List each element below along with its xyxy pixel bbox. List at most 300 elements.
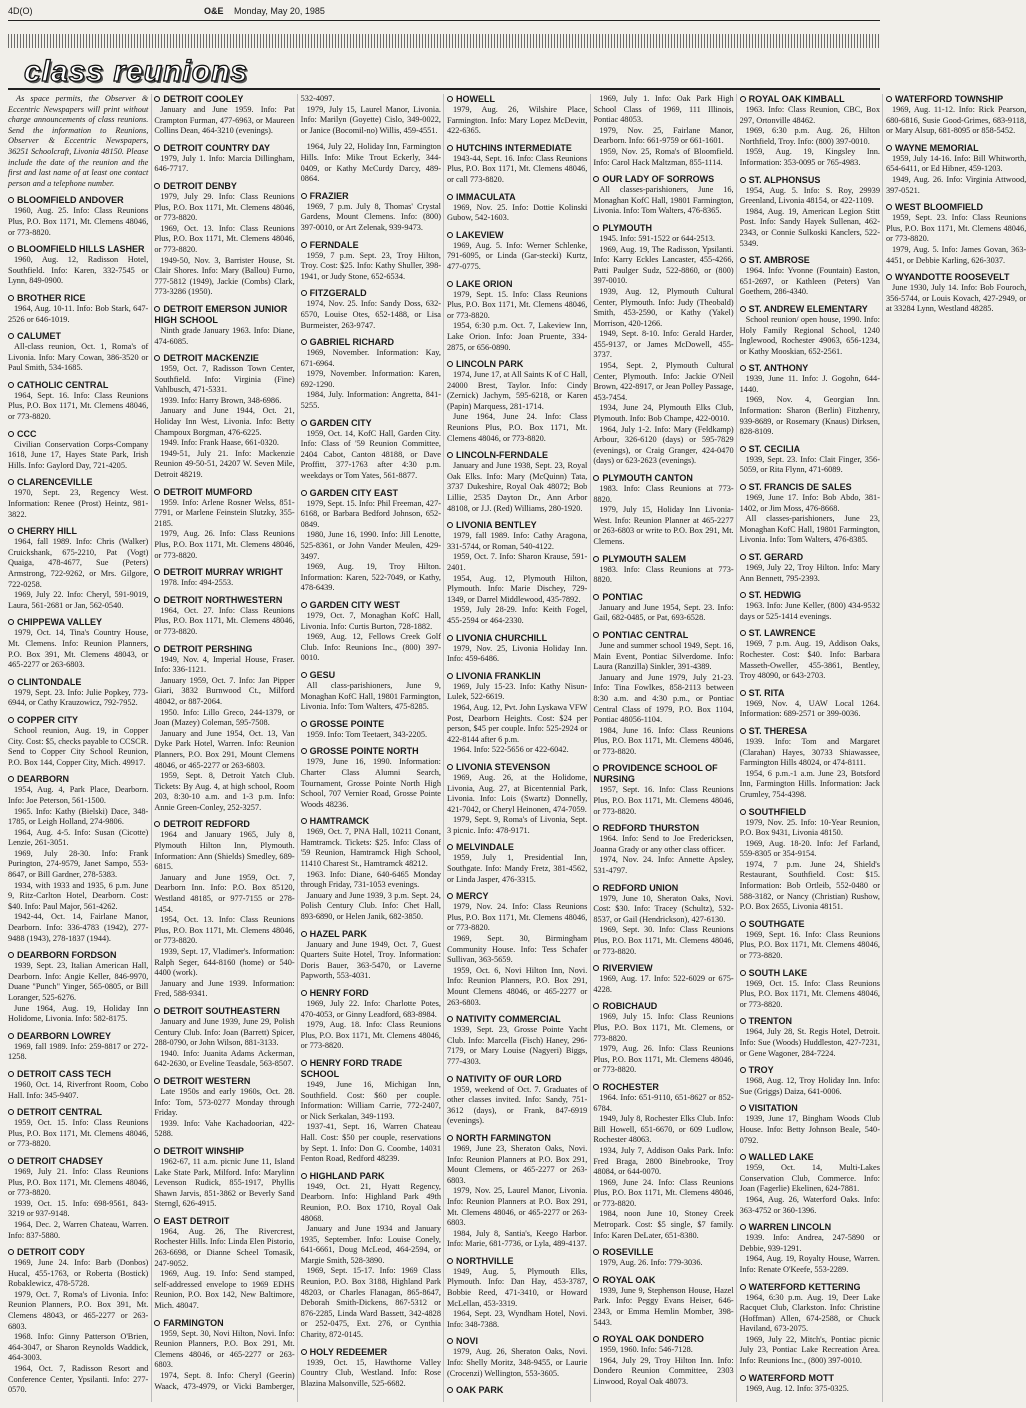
reunion-detail: 1959, weekend of Oct. 7. Graduates of other classes invited. Info: Sandy, 751-3612 (days), or Frank, 847-6919 (evenings). xyxy=(446,1084,588,1126)
reunion-detail: 1969, Nov. 25. Info: Dottie Kolinski Gubow, 542-1603. xyxy=(446,202,588,223)
school-name-text: DETROIT PERSHING xyxy=(163,643,253,654)
school-name-text: IMMACULATA xyxy=(455,191,516,202)
bullet-icon xyxy=(593,556,599,562)
school-name xyxy=(447,633,587,644)
reunion-entry xyxy=(447,359,587,444)
reunion-detail: 1979, Nov. 25, Laurel Manor, Livonia. Info: Reunion Planners at P.O. Box 291, Mt. Clemens 48046, or 465-2277 or 263-6803. xyxy=(446,1186,588,1228)
reunion-detail: 1979, June 10, Sheraton Oaks, Novi. Cost: $30. Info: Tracey (Schultz), 532-8537, or Gail (Hendrickson), 427-6130. xyxy=(593,893,734,924)
reunion-detail: 1974, Nov. 25. Info: Sandy Doss, 632-6570, Louise Otes, 652-1488, or Lisa Burmeister, 263-9747. xyxy=(300,299,441,330)
bullet-icon xyxy=(740,728,746,734)
reunion-detail: January and June 1954, Sept. 23. Info: Gail, 682-0485, or Pat, 693-6528. xyxy=(593,602,734,623)
school-name xyxy=(740,1373,880,1384)
reunion-entry xyxy=(154,94,294,137)
reunion-entry xyxy=(301,1171,441,1341)
school-name-text: NATIVITY OF OUR LORD xyxy=(455,1073,562,1084)
reunion-detail: 1974, 7 p.m. June 24, Shield's Restaurant, Southfield. Cost: $15. Information: Bob Ortleib, 552-0480 or 588-3182, or Nancy (Christian) Rushow, P.O. Box 2655, Livonia 48151. xyxy=(739,859,880,912)
school-name-text: HAZEL PARK xyxy=(309,928,367,939)
school-name xyxy=(301,929,441,940)
reunion-entry xyxy=(8,1107,148,1150)
reunion-detail: 1949-51, July 21. Info: Mackenzie Reunion 49-50-51, 24207 W. Seven Mile, Detroit 48219. xyxy=(154,448,295,480)
bullet-icon xyxy=(740,1154,746,1160)
bullet-icon xyxy=(593,885,599,891)
bullet-icon xyxy=(447,361,453,367)
bullet-icon xyxy=(8,1033,14,1039)
school-name-text: LAKE ORION xyxy=(455,278,513,289)
school-name xyxy=(740,1282,880,1293)
reunion-detail: 1969, Sept. 30, Birmingham Community House. Info: Tess Schafer Sullivan, 363-5659. xyxy=(446,934,588,965)
bullet-icon xyxy=(154,569,160,575)
school-name xyxy=(8,477,148,488)
school-name-text: ST. CECILIA xyxy=(748,443,801,454)
school-name-text: PLYMOUTH CANTON xyxy=(602,473,693,483)
reunion-entry xyxy=(593,883,733,958)
school-name-text: WATERFORD MOTT xyxy=(748,1372,834,1383)
bullet-icon xyxy=(740,1018,746,1024)
reunion-entry xyxy=(8,293,148,325)
school-name-text: DETROIT CASS TECH xyxy=(17,1068,112,1079)
reunion-detail: 1969, June 24. Info: Class Reunions Plus, P.O. Box 1171, Mt. Clemens 48046, or 773-8820. xyxy=(593,1177,734,1208)
bullet-icon xyxy=(8,952,14,958)
school-name xyxy=(154,595,294,606)
bullet-icon xyxy=(154,1148,160,1154)
bullet-icon xyxy=(8,197,14,203)
school-name-text: LINCOLN PARK xyxy=(455,359,524,370)
reunion-entry xyxy=(740,1152,880,1216)
school-name xyxy=(740,444,880,455)
reunion-entry xyxy=(301,719,441,741)
reunion-entry xyxy=(301,337,441,412)
reunion-entry xyxy=(8,950,148,1025)
school-name-text: ST. AMBROSE xyxy=(748,255,810,266)
reunion-detail: 1969, July 22, Troy Hilton. Info: Mary Ann Bennett, 795-2393. xyxy=(739,563,880,583)
school-name xyxy=(8,774,148,785)
bullet-icon xyxy=(593,765,599,771)
reunion-detail: January and June 1944, Oct. 21, Holiday Inn West, Livonia. Info: Betty Champoux Borgman, 476-6225. xyxy=(154,406,295,437)
bullet-icon xyxy=(301,748,307,754)
reunion-detail: 1959, Sept. 23. Info: Class Reunions Plus, P.O. Box 1171, Mt. Clemens 48046, or 773-8820. xyxy=(885,213,1026,244)
reunion-detail: 1968, Aug. 12, Troy Holiday Inn. Info: Sue (Griggs) Daiza, 641-0006. xyxy=(739,1076,880,1096)
reunion-detail: 1979, Oct. 14, Tina's Country House, Mt. Clemens. Info: Reunion Planners, P.O. Box 391, Mt. Clemens 48043, or 465-2277 or 263-6803. xyxy=(8,628,149,670)
school-name xyxy=(301,816,441,827)
school-name xyxy=(8,1107,148,1118)
reunion-detail: January and June 1939, 3 p.m. Sept. 24, Polish Century Club. Info: Chet Hall, 893-6890, or Helen Janik, 682-3850. xyxy=(300,890,441,922)
school-name xyxy=(593,1275,733,1286)
reunion-detail: 1954, 6:30 p.m. Oct. 7, Lakeview Inn, Lake Orion. Info: Joan Pruente, 334-2875, or 656-0890. xyxy=(446,321,588,352)
bullet-icon xyxy=(154,1078,160,1084)
school-name-text: WARREN LINCOLN xyxy=(748,1222,832,1233)
reunion-detail: 1969, Oct. 7, PNA Hall, 10211 Conant, Hamtramck. Tickets: $25. Info: Class of '59 Reunion, Hamtramck High School, 11410 Charest St., Hamtramck 48212. xyxy=(300,827,441,869)
reunion-detail: 1969, June 17. Info: Bob Abdo, 381-1402, or Jim Moss, 476-8668. xyxy=(739,493,880,513)
reunion-detail: 1959. Info: Arlene Rosner Welss, 851-7791, or Marlene Feinstein Slutzky, 355-2185. xyxy=(154,497,295,528)
reunion-detail: 1954, Oct. 13. Info: Class Reunions Plus, P.O. Box 1171, Mt. Clemens 48046, or 773-8820. xyxy=(154,915,295,946)
reunion-entry xyxy=(447,1256,587,1331)
school-name xyxy=(447,1336,587,1347)
school-name xyxy=(593,883,733,894)
reunion-detail: 1964, Oct. 27. Info: Class Reunions Plus, P.O. Box 1171, Mt. Clemens 48046, or 773-8820. xyxy=(154,605,295,636)
bullet-icon xyxy=(740,809,746,815)
school-name xyxy=(740,726,880,737)
bullet-icon xyxy=(154,1320,160,1326)
school-name-text: WATERFORD TOWNSHIP xyxy=(894,94,1004,104)
reunion-entry xyxy=(740,1373,880,1395)
bullet-icon xyxy=(740,1375,746,1381)
reunion-entry xyxy=(301,988,441,1052)
intro-paragraph: As space permits, the Observer & Eccentric Newspapers will print without charge announcements of class reunions. Send the information to Reunions, Observer & Eccentric Newspapers, 36251 Schoolcraft, Livonia 48150. Please include the date of the reunion and the first and last name of at least one contact person and a telephone number. xyxy=(8,94,149,188)
reunion-detail: 1969, 7 p.m. July 8, Thomas' Crystal Gardens, Mount Clemens. Info: (800) 397-0010, or Art Zelenak, 939-9473. xyxy=(300,201,441,232)
reunion-entry xyxy=(154,487,294,562)
school-name-text: COPPER CITY xyxy=(17,714,79,725)
reunion-detail: 1942-44, Oct. 14, Fairlane Manor, Dearborn. Info: 336-4783 (1942), 277-9488 (1943), 278-1837 (1944). xyxy=(8,912,149,943)
bullet-icon xyxy=(740,921,746,927)
reunion-entry xyxy=(301,1058,441,1165)
school-name-text: ROYAL OAK DONDERO xyxy=(602,1334,704,1345)
reunion-entry xyxy=(593,763,733,817)
school-name xyxy=(8,195,148,206)
school-name-text: DETROIT MURRAY WRIGHT xyxy=(163,567,283,578)
reunion-detail: 1949. Info: Frank Haase, 661-0320. xyxy=(160,438,279,448)
school-name xyxy=(740,688,880,699)
school-name xyxy=(740,1103,880,1114)
reunion-entry xyxy=(8,1156,148,1241)
bullet-icon xyxy=(8,528,14,534)
reunion-entry xyxy=(154,644,294,814)
bullet-icon xyxy=(740,592,746,598)
school-name xyxy=(593,592,733,603)
school-name xyxy=(154,1006,294,1017)
reunion-entry xyxy=(740,255,880,298)
school-name xyxy=(8,380,148,391)
reunion-detail: School reunion, Aug. 19, in Copper City. Cost: $5, checks payable to CCSCR. Send to Copper City School Reunion, P.O. Box 144, Copper City, Mich. 49917. xyxy=(8,725,149,767)
reunion-entry xyxy=(154,353,294,481)
reunion-detail: 1969, July 22, Mitch's, Pontiac picnic July 23, Pontiac Lake Recreation Area. Info: Reunions Inc., (800) 397-0010. xyxy=(739,1334,880,1366)
reunion-detail: 1974, Sept. 8. Info: Cheryl (Geerin) Waack, 473-4979, or Vicki Bamberger, 532-4097. xyxy=(154,94,335,1391)
school-name xyxy=(301,488,441,499)
bullet-icon xyxy=(447,893,453,899)
school-name xyxy=(740,919,880,930)
bullet-icon xyxy=(154,306,160,312)
school-name xyxy=(593,1001,733,1012)
reunion-entry xyxy=(740,628,880,681)
reunion-entry xyxy=(740,94,880,169)
reunion-detail: 1959, Nov. 25, Roma's of Bloomfield. Info: Carol Hack Maltzman, 855-1114. xyxy=(593,146,734,167)
reunion-detail: 1959, July 1, Presidential Inn, Southgate. Info: Mandy Fretz, 381-4562, or Linda Jasper, 476-3315. xyxy=(446,853,588,884)
reunion-detail: 1983. Info: Class Reunions at 773-8820. xyxy=(593,564,734,585)
reunion-entry xyxy=(447,1014,587,1067)
bullet-icon xyxy=(886,204,892,210)
reunion-entry xyxy=(447,279,587,354)
reunion-detail: January and June 1979, July 21-23. Info: Tina Fowlkes, 858-2113 between 8:30 a.m. and 4:30 p.m., or Pontiac Central Class of 1979, P.O. Box 1104, Pontiac 48056-1104. xyxy=(593,672,734,725)
school-name xyxy=(447,1256,587,1267)
reunion-entry xyxy=(740,304,880,357)
bullet-icon xyxy=(593,632,599,638)
reunion-detail: January and June 1939, June 29, Polish Century Club. Info: Joan (Barrett) Spicer, 288-0790, or John Wilson, 881-3133. xyxy=(154,1016,295,1048)
school-name xyxy=(154,94,294,105)
bullet-icon xyxy=(447,764,453,770)
reunion-detail: January and June 1954, Oct. 13, Van Dyke Park Hotel, Warren. Info: Reunion Planners, P.O. Box 291, Mount Clemens 48046, or 465-2277 or 263-6803. xyxy=(154,728,295,770)
reunion-entry xyxy=(154,181,294,298)
reunion-detail: 1969, Aug. 12, Fellows Creek Golf Club. Info: Reunions Inc., (800) 397-0010. xyxy=(300,632,441,663)
school-name xyxy=(593,963,733,974)
reunion-detail: 1964, July 1-2. Info: Mary (Feldkamp) Arbour, 326-6120 (days) or 595-7829 (evenings), or Craig Granger, 424-0470 (days) or 623-2623 (evenings). xyxy=(593,424,734,466)
reunion-detail: 1979, Aug. 26. Info: Class Reunions Plus, P.O. Box 1171, Mt. Clemens 48046, or 773-8820. xyxy=(593,1044,734,1075)
school-name-text: GARDEN CITY xyxy=(309,417,372,428)
reunion-detail: 1949, July 8, Rochester Elks Club. Info: Bill Howell, 651-6670, or 609 Ludlow, Rochester 48063. xyxy=(593,1114,734,1145)
school-name-text: MELVINDALE xyxy=(455,842,514,853)
reunion-detail: 1964 and January 1965, July 8, Plymouth Hilton Inn, Plymouth. Information: Ann (Shields) Smedley, 689-6815. xyxy=(154,830,295,872)
school-name-text: CLARENCEVILLE xyxy=(17,477,93,488)
reunion-detail: 1964. Info: 651-9110, 651-8627 or 852-6784. xyxy=(593,1092,734,1113)
bullet-icon xyxy=(301,420,307,426)
reunion-detail: 1939, Aug. 12, Plymouth Cultural Center, Plymouth. Info: Judy (Theobald) Smith, 453-2590, or Kathy (Yakel) Morrison, 420-1266. xyxy=(593,286,734,328)
school-name-text: DETROIT WINSHIP xyxy=(163,1145,244,1156)
school-name xyxy=(740,968,880,979)
reunion-entry xyxy=(447,143,587,186)
school-name-text: ROYAL OAK KIMBALL xyxy=(748,94,845,104)
school-name-text: REDFORD UNION xyxy=(602,882,679,893)
school-name xyxy=(740,482,880,493)
school-name xyxy=(740,590,880,601)
school-name xyxy=(154,353,294,364)
reunion-detail: 1969, July 1. Info: Oak Park High School Class of 1969, 111 Illinois, Pontiac 48053. xyxy=(593,94,734,125)
reunion-detail: 1939, Sept. 23. Info: Clait Finger, 356-5059, or Rita Flynn, 471-6089. xyxy=(739,454,880,475)
reunion-entry xyxy=(8,1031,148,1063)
reunion-detail: June 1930, July 14. Info: Bob Fouroch, 356-5744, or Louis Kovach, 427-2949, or at 33284 Lynn, Westland 48285. xyxy=(885,283,1026,314)
reunion-detail: 1983. Info: Class Reunions at 773-8820. xyxy=(593,484,734,504)
reunion-entry xyxy=(301,418,441,482)
reunion-entry xyxy=(447,891,587,1008)
bullet-icon xyxy=(740,446,746,452)
reunion-detail: 1949, Sept. 8-10. Info: Gerald Harder, 455-9137, or James McDowell, 455-3737. xyxy=(593,329,734,360)
bullet-icon xyxy=(301,1349,307,1355)
reunion-detail: 1957, Sept. 16. Info: Class Reunions Plus, P.O. Box 1171, Mt. Clemens 48046, or 773-8820. xyxy=(593,785,734,816)
reunion-entry xyxy=(154,1146,294,1210)
school-name-text: HOWELL xyxy=(455,94,495,104)
reunion-detail: 1979, July 29. Info: Class Reunions Plus, P.O. Box 1171, Mt. Clemens 48046, or 773-8820. xyxy=(154,191,295,223)
reunion-detail: January and June 1939. Information: Fred, 588-9341. xyxy=(154,978,295,999)
school-name-text: ST. LAWRENCE xyxy=(748,628,816,639)
school-name xyxy=(447,450,587,461)
bullet-icon xyxy=(301,672,307,678)
bullet-icon xyxy=(301,339,307,345)
bullet-icon xyxy=(447,673,453,679)
reunion-detail: 1949-50, Nov. 3, Barrister House, St. Clair Shores. Info: Mary (Ballou) Furno, 777-5812 (1949), Jackie (Combs) Clark, 773-3286 (1950). xyxy=(154,255,295,297)
reunion-detail: 1974, Nov. 24. Info: Annette Apsley, 531-4797. xyxy=(593,855,734,876)
reunion-detail: 1949, June 16, Michigan Inn, Southfield. Cost: $60 per couple. Information: William Carrie, 772-2407, or Nick Serkalan, 349-1193. xyxy=(300,1079,441,1121)
bullet-icon xyxy=(593,825,599,831)
reunion-detail: 1939, Oct. 15. Info: 698-9561, 843-3219 or 937-9148. xyxy=(8,1198,149,1219)
reunion-detail: 1939, June 11. Info: J. Gogohn, 644-1440. xyxy=(739,374,880,394)
bullet-icon xyxy=(447,1135,453,1141)
reunion-detail: 1939, June 9, Stephenson House, Hazel Park. Info: Peggy Evans Heiser, 646-2343, or Emma Hemlin Momber, 398-5443. xyxy=(593,1285,734,1327)
bullet-icon xyxy=(301,818,307,824)
reunion-detail: 1940. Info: Juanita Adams Ackerman, 642-2630, or Eveline Teasdale, 563-8507. xyxy=(154,1048,295,1069)
school-name-text: SOUTH LAKE xyxy=(748,967,808,978)
reunion-detail: 1969, July 21. Info: Class Reunions Plus, P.O. Box 1171, Mt. Clemens 48046, or 773-8820. xyxy=(8,1166,149,1198)
school-name xyxy=(740,807,880,818)
reunion-detail: 1974, June 17, at All Saints K of C Hall, 24000 Brest, Taylor. Info: Cindy (Zernick) Jachym, 595-6218, or Karen (Papin) Marquess, 281-1714. xyxy=(446,370,588,411)
school-name xyxy=(154,181,294,192)
bullet-icon xyxy=(301,242,307,248)
bullet-icon xyxy=(301,931,307,937)
school-name xyxy=(154,644,294,655)
bullet-icon xyxy=(740,690,746,696)
school-name-text: NORTHVILLE xyxy=(455,1255,514,1266)
reunion-detail: 1970, Sept. 23, Regency West. Information: Renee (Prost) Heintz, 981-3822. xyxy=(8,488,149,519)
school-name-text: BLOOMFIELD HILLS LASHER xyxy=(17,244,145,255)
bullet-icon xyxy=(154,597,160,603)
bullet-icon xyxy=(154,355,160,361)
reunion-detail: 1969, July 15-23. Info: Kathy Nisun-Lulek, 522-6619. xyxy=(446,681,588,702)
bullet-icon xyxy=(154,96,160,102)
school-name-text: DETROIT MUMFORD xyxy=(163,486,253,497)
reunion-detail: 1963. Info: June Keller, (800) 434-9532 days or 525-1414 evenings. xyxy=(739,601,880,621)
bullet-icon xyxy=(8,295,14,301)
reunion-entry xyxy=(593,1001,733,1076)
school-name xyxy=(740,255,880,266)
reunion-entry xyxy=(301,288,441,331)
reunion-entry xyxy=(154,1006,294,1070)
school-name-text: ST. HEDWIG xyxy=(748,590,802,601)
reunion-detail: January and June 1949, Oct. 7, Guest Quarters Suite Hotel, Troy. Information: Doris Bauer, 363-5470, or Laverne Papworth, 553-4031. xyxy=(300,939,441,981)
reunion-detail: 1959, Sept. 30, Novi Hilton, Novi. Info: Reunion Planners, P.O. Box 291, Mt. Clemens 48046, or 465-2277 or 263-6803. xyxy=(154,1328,295,1370)
school-name-text: ST. THERESA xyxy=(748,725,808,736)
school-name xyxy=(301,746,441,757)
reunion-detail: January and June 1959, Oct. 7, Dearborn Inn. Info: P.O. Box 85120, Westland 48185, or 977-7155 or 278-1454. xyxy=(154,872,295,914)
school-name xyxy=(8,677,148,688)
bullet-icon xyxy=(886,145,892,151)
reunion-detail: 1964, Aug. 19, Royalty House, Warren. Info: Renate O'Keefe, 553-2289. xyxy=(739,1254,880,1274)
school-name-text: PLYMOUTH SALEM xyxy=(602,553,686,564)
school-name xyxy=(154,1216,294,1227)
reunion-entry xyxy=(740,968,880,1011)
reunion-entry xyxy=(301,488,441,594)
reunion-detail: 1969, Sept. 15-17. Info: 1969 Class Reunion, P.O. Box 3188, Highland Park 48203, or Charles Flanagan, 865-8647, Deborah Smith-Dickens, 867-5312 or 876-2285, Linda Ward Bassett, 342-4828 or 252-0475, Ext. 276, or Cynthia Charity, 872-0145. xyxy=(300,1266,441,1340)
reunion-detail: 1964, fall 1989. Info: Chris (Walker) Cruickshank, 675-2210, Pat (Vogt) Quaiga, 478-4677, Sue (Peters) Armstrong, 722-9262, or Mrs. Gilgore, 722-0258. xyxy=(8,537,149,589)
bullet-icon xyxy=(8,679,14,685)
reunion-detail: 1949, Nov. 4, Imperial House, Fraser. Info: 336-1121. xyxy=(154,654,295,675)
reunion-detail: 1965. Info: Kathy (Bielski) Dace, 348-1785, or Leigh Holland, 274-9806. xyxy=(8,806,149,827)
school-name xyxy=(301,670,441,681)
top-rule xyxy=(8,20,880,21)
reunion-detail: 1960, Aug. 12, Radisson Hotel, Southfield. Info: Karen, 332-7545 or Lynn, 849-0900. xyxy=(8,255,149,286)
school-name-text: NORTH FARMINGTON xyxy=(455,1132,551,1143)
school-name-text: HUTCHINS INTERMEDIATE xyxy=(455,142,572,153)
bullet-icon xyxy=(447,96,453,102)
bullet-icon xyxy=(301,1173,307,1179)
school-name xyxy=(8,331,148,342)
reunion-entry xyxy=(593,174,733,217)
reunion-detail: 1969, June 24. Info: Barb (Donbos) Hucal, 455-1763, or Roberta (Bostick) Robaklewicz, 478-5728. xyxy=(8,1258,149,1289)
reunion-entry xyxy=(740,444,880,476)
reunion-entry xyxy=(447,94,587,137)
reunion-entry xyxy=(8,244,148,287)
reunion-entry xyxy=(301,600,441,664)
school-name-text: VISITATION xyxy=(748,1103,798,1114)
reunion-detail: 1959, Oct. 7. Info: Sharon Krause, 591-2401. xyxy=(446,552,588,572)
school-name-text: FARMINGTON xyxy=(163,1317,224,1328)
reunion-detail: 1964. Info: Send to Joe Fredericksen, Joanna Grady or any other class officer. xyxy=(593,834,734,854)
reunion-detail: 1978. Info: 494-2553. xyxy=(160,578,234,588)
reunion-detail: June 1964, Aug. 19, Holiday Inn Holidome, Livonia. Info: 582-8175. xyxy=(8,1003,149,1024)
reunion-detail: January and June 1934 and January 1935, September. Info: Louise Conely, 641-6661, Doug McLeod, 464-2594, or Margie Smith, 528-3890. xyxy=(300,1224,441,1265)
school-name xyxy=(154,819,294,830)
reunion-detail: 1979, July 15, Holiday Inn Livonia-West. Info: Reunion Planner at 465-2277 or 263-6803 or write to P.O. Box 291, Mt. Clemens. xyxy=(593,505,734,546)
school-name-text: DETROIT REDFORD xyxy=(163,819,250,830)
reunion-detail: 1969, Aug. 19, Troy Hilton. Information: Karen, 522-7049, or Kathy, 478-6439. xyxy=(300,562,441,593)
school-name-text: WEST BLOOMFIELD xyxy=(894,202,983,213)
reunion-entry xyxy=(593,1247,733,1269)
reunion-detail: 1969, Nov. 4, Georgian Inn. Information: Sharon (Berlin) Fitzhenry, 939-8689, or Rosemary (Knaus) Dirksen, 828-8109. xyxy=(739,395,880,437)
bullet-icon xyxy=(740,630,746,636)
school-name-text: DETROIT DENBY xyxy=(163,180,237,191)
reunion-entry xyxy=(740,919,880,962)
reunion-detail: 1964, 6:30 p.m. Aug. 19, Deer Lake Racquet Club, Clarkston. Info: Christine (Hoffman) Allen, 674-2588, or Chuck Haviland, 673-2075. xyxy=(739,1292,880,1334)
school-name-text: ST. ANDREW ELEMENTARY xyxy=(748,303,868,314)
reunion-detail: 1959, Sept. 8, Detroit Yatch Club. Tickets: By Aug. 4, at high school, Room 203, 8:30-10 a.m. and 1-3 p.m. Info: Annie Green-Conley, 252-3257. xyxy=(154,771,295,812)
school-name-text: HIGHLAND PARK xyxy=(309,1170,385,1181)
school-name xyxy=(154,487,294,498)
reunion-detail: 1964, Aug. 26, The Rivercrest, Rochester Hills. Info: Linda Elen Pistorio, 263-6698, or Dianne Scheel Tomasik, 247-9052. xyxy=(154,1226,295,1268)
reunion-detail: 1964, Aug. 26, Waterford Oaks. Info: 363-4752 or 360-1396. xyxy=(739,1194,880,1215)
reunion-detail: 1959, 1960. Info: 546-7128. xyxy=(599,1345,693,1355)
reunion-entry xyxy=(154,819,294,1000)
school-name xyxy=(8,1156,148,1167)
school-name xyxy=(593,823,733,834)
bullet-icon xyxy=(740,554,746,560)
reunion-detail: 1979, Aug. 18. Info: Class Reunions Plus, P.O. Box 1171, Mt. Clemens 48046, or 773-8820. xyxy=(300,1020,441,1051)
school-name xyxy=(154,304,294,326)
school-name-text: DETROIT CODY xyxy=(17,1247,86,1258)
school-name xyxy=(447,1133,587,1144)
reunion-detail: 1969, Aug. 17. Info: 522-6029 or 675-4228. xyxy=(593,974,734,994)
school-name xyxy=(301,1171,441,1182)
bullet-icon xyxy=(447,145,453,151)
school-name xyxy=(447,1074,587,1085)
reunion-detail: 1963. Info: Class Reunion, CBC, Box 297, Ortonville 48462. xyxy=(739,105,880,125)
bullet-icon xyxy=(154,489,160,495)
school-name-text: WALLED LAKE xyxy=(748,1152,814,1163)
bullet-icon xyxy=(593,1249,599,1255)
reunion-detail: 1937-41, Sept. 16, Warren Chateau Hall. Cost: $50 per couple, reservations by Sept. 1. Info: Don G. Coombe, 14031 Fenton Road, Redford 48239. xyxy=(300,1122,441,1164)
reunion-detail: 1984, July 8, Santia's, Keego Harbor. Info: Marie, 681-7736, or Lyla, 489-4137. xyxy=(446,1228,588,1249)
reunion-entry xyxy=(740,688,880,720)
reunion-detail: 1964. Info: Yvonne (Fountain) Easton, 651-2697, or Kathleen (Peters) Van Goethem, 286-4340. xyxy=(739,266,880,297)
school-name xyxy=(8,715,148,726)
reunion-detail: 1934, June 24, Plymouth Elks Club, Plymouth. Info: Bob Champe, 422-0010. xyxy=(593,403,734,424)
bullet-icon xyxy=(740,1067,746,1073)
bullet-icon xyxy=(886,96,892,102)
school-name xyxy=(593,630,733,641)
school-name xyxy=(301,418,441,429)
reunion-detail: 1969, June 23, Sheraton Oaks, Novi. Info: Reunion Planners at P.O. Box 291, Mount Clemens, or 465-2277 or 263-6803. xyxy=(446,1143,588,1185)
bullet-icon xyxy=(740,96,746,102)
reunion-detail: 1969, Oct. 13. Info: Class Reunions Plus, P.O. Box 1171, Mt. Clemens 48046, or 773-8820. xyxy=(154,223,295,254)
reunion-detail: 1969, 7 p.m. Aug. 19, Addison Oaks, Rochester. Cost: $40. Info: Barbara Masseth-Oweller, 455-3861, Bentley, Troy 48090, or 643-2703. xyxy=(739,639,880,681)
reunion-detail: 1969, Sept. 30. Info: Class Reunions Plus, P.O. Box 1171, Mt. Clemens 48046, or 773-8820. xyxy=(593,925,734,956)
school-name-text: ST. ANTHONY xyxy=(748,363,809,374)
reunion-entry xyxy=(447,842,587,885)
bullet-icon xyxy=(8,333,14,339)
bullet-icon xyxy=(447,232,453,238)
reunion-detail: 1984, Aug. 19, American Legion Stitt Post. Info: Sandy Hayek Sullenan, 462-2343, or Connie Sulkoski Kanclers, 522-5349. xyxy=(739,206,880,248)
school-name-text: WATERFORD KETTERING xyxy=(748,1281,861,1292)
bullet-icon xyxy=(447,452,453,458)
reunion-entry xyxy=(8,774,148,944)
reunion-detail: 1949, Aug. 5, Plymouth Elks, Plymouth. Info: Dan Hay, 453-3787, Bobbie Reed, 471-3410, or Howard McLellan, 453-3319. xyxy=(446,1266,588,1308)
school-name xyxy=(593,1082,733,1093)
reunion-entry xyxy=(8,477,148,520)
issue-date: Monday, May 20, 1985 xyxy=(234,6,325,16)
